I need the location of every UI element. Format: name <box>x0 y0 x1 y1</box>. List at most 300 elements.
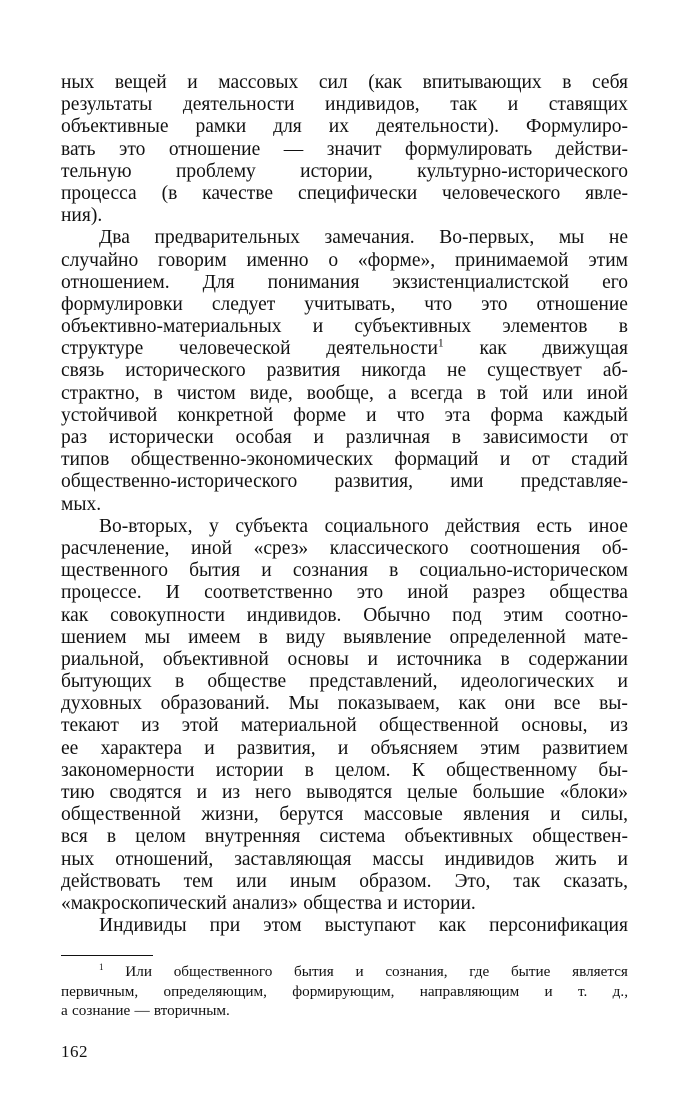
word: вещей <box>114 72 167 93</box>
word: заставляющая <box>234 848 352 870</box>
word: формулировать <box>404 138 533 160</box>
word: Формулиро- <box>525 116 628 138</box>
word: предварительных <box>154 227 300 249</box>
word: Или <box>125 963 152 981</box>
word: где <box>469 963 490 981</box>
word: себя <box>592 72 628 93</box>
word: общественно-экономических <box>130 449 374 471</box>
text-line <box>61 962 628 982</box>
text-line <box>61 671 628 693</box>
paragraph <box>61 227 628 515</box>
word: результаты <box>61 94 153 116</box>
word: массы <box>372 848 424 870</box>
word: и <box>387 892 398 914</box>
text-line <box>61 693 628 715</box>
word: является <box>572 963 628 981</box>
word: объективных <box>404 826 514 848</box>
word: не <box>608 227 628 249</box>
word: и <box>617 848 628 870</box>
text-line <box>61 449 628 471</box>
word: представляе- <box>520 471 628 493</box>
word: той <box>499 382 529 404</box>
word: и <box>204 737 215 759</box>
word: существует <box>487 360 582 382</box>
word: виде, <box>249 382 293 404</box>
word: и <box>366 404 377 426</box>
word: в <box>153 382 163 404</box>
word: Индивиды <box>99 915 187 937</box>
word: (как <box>368 72 403 93</box>
word: духовных <box>61 693 142 715</box>
word: тем <box>183 870 214 892</box>
word: этим <box>588 249 628 271</box>
word: образом. <box>359 870 432 892</box>
word: представлений, <box>309 671 438 693</box>
word: деятельности$^1$ <box>326 336 444 360</box>
word: в <box>304 759 314 781</box>
word: соотно- <box>564 604 628 626</box>
word: форме <box>293 404 347 426</box>
word: субъекта <box>235 515 309 537</box>
word: выступают <box>324 915 416 937</box>
word: мате- <box>583 626 628 648</box>
word: и <box>617 671 628 693</box>
word: Два <box>99 227 130 249</box>
word: вся <box>61 826 88 848</box>
word: действовать <box>61 870 161 892</box>
footnote-separator <box>61 955 153 956</box>
word: структуре <box>61 338 144 360</box>
word: формулировки <box>61 293 183 315</box>
word: анализ» <box>232 892 298 914</box>
word: из <box>221 782 241 803</box>
word: общества <box>303 892 382 914</box>
word: человеческого <box>442 182 561 204</box>
word: проблему <box>175 160 256 182</box>
word: следует <box>211 293 276 315</box>
word: различная <box>345 427 430 448</box>
word: это <box>356 582 384 604</box>
word: совокупности <box>110 604 225 626</box>
text-line <box>61 427 628 449</box>
word: иной <box>190 537 233 559</box>
text-line <box>61 560 628 582</box>
word: берутся <box>279 804 344 826</box>
word: из <box>609 715 628 737</box>
word: система <box>319 826 386 848</box>
word: ставящих <box>548 94 628 116</box>
word: образований. <box>160 693 270 715</box>
word: т. <box>578 982 588 1000</box>
word: Это, <box>454 870 491 892</box>
word: вообще, <box>306 382 374 404</box>
word: особая <box>235 427 292 448</box>
paragraph <box>61 72 628 227</box>
word: устойчивой <box>61 404 158 426</box>
text-line <box>61 849 628 871</box>
word: явле- <box>585 182 628 204</box>
text-line <box>61 893 628 915</box>
word: общества <box>549 582 628 604</box>
word: развитием <box>542 737 628 759</box>
word: специфически <box>297 182 418 204</box>
word: действи- <box>555 138 628 160</box>
text-line <box>61 605 628 627</box>
word: исторического <box>125 360 246 382</box>
word: массовые <box>363 804 443 826</box>
text-line <box>61 383 628 405</box>
word: сознания, <box>385 963 448 981</box>
word: качестве <box>202 182 274 204</box>
text-line <box>61 627 628 649</box>
text-line <box>61 516 628 538</box>
word: вать <box>61 138 96 160</box>
word: «макроскопический <box>61 892 227 914</box>
text-line <box>61 139 628 161</box>
text-line <box>61 915 628 937</box>
word: И <box>165 582 180 604</box>
word: принимаемой <box>454 249 569 271</box>
word: этим <box>503 604 544 626</box>
word: вы- <box>599 693 628 715</box>
word: этой <box>181 715 219 737</box>
word: мы <box>558 227 585 249</box>
word: объективные <box>61 116 169 138</box>
word: сознание <box>72 1002 131 1020</box>
word: д., <box>612 982 628 1000</box>
word: иной <box>586 382 628 404</box>
text-line <box>61 94 628 116</box>
paragraph <box>61 915 628 937</box>
word: формирующим, <box>292 982 395 1000</box>
word: истории, <box>300 160 373 182</box>
word: Для <box>202 271 235 293</box>
word: и <box>367 648 378 670</box>
word: персонификация <box>489 915 628 937</box>
text-line <box>61 161 628 183</box>
text-line <box>61 227 628 249</box>
word: выводятся <box>306 782 393 803</box>
text-line <box>61 316 628 338</box>
word: об- <box>601 537 628 559</box>
word: чистом <box>176 382 236 404</box>
word: так <box>513 870 541 892</box>
word: мых. <box>61 493 102 515</box>
word: большие <box>472 782 545 803</box>
word: определяющим, <box>163 982 267 1000</box>
text-line <box>61 205 628 227</box>
word: Во-вторых, <box>99 515 193 537</box>
word: есть <box>536 515 572 537</box>
word: экзистенциалистской <box>392 271 570 293</box>
word: впитывающих <box>422 72 542 93</box>
word: общественной <box>61 804 181 826</box>
word: этим <box>480 737 520 759</box>
word: общественно-исторического <box>61 471 298 493</box>
word: источника <box>396 648 482 670</box>
word: ных <box>61 848 95 870</box>
word: аб- <box>602 360 628 382</box>
text-line <box>61 982 628 1002</box>
word: направляющим <box>419 982 520 1000</box>
text-line <box>61 804 628 826</box>
word: разрез <box>472 582 526 604</box>
word: индивидов, <box>325 94 420 116</box>
word: человеческой <box>179 338 291 360</box>
word: 1 <box>99 962 104 973</box>
word: и <box>313 427 324 448</box>
word: имеем <box>188 626 241 648</box>
word: основы <box>287 648 349 670</box>
footnote <box>61 962 628 1021</box>
word: в <box>389 560 399 582</box>
word: они <box>504 693 536 715</box>
word: обществе <box>207 671 287 693</box>
word: процесса <box>61 182 137 204</box>
word: о <box>328 249 339 271</box>
word: этом <box>263 915 302 937</box>
word: сводятся <box>109 782 182 803</box>
word: развития, <box>237 737 316 759</box>
word: общественного <box>173 963 273 981</box>
word: и <box>261 560 272 582</box>
word: развития, <box>334 471 414 493</box>
word: общественной <box>379 715 499 737</box>
word: отношений, <box>115 848 214 870</box>
word: основы, <box>521 715 588 737</box>
word: страктно, <box>61 382 140 404</box>
word: в <box>500 648 510 670</box>
text-line <box>61 871 628 893</box>
word: всегда <box>410 382 463 404</box>
word: из <box>141 715 160 737</box>
word: «блоки» <box>559 782 628 803</box>
word: что <box>424 293 453 315</box>
word: элементов <box>502 316 588 338</box>
word: «срез» <box>253 537 309 559</box>
word: и <box>187 72 198 93</box>
word: в <box>618 316 628 338</box>
word: или <box>236 870 267 892</box>
paragraph <box>61 516 628 915</box>
word: текают <box>61 715 119 737</box>
word: у <box>209 515 219 537</box>
word: культурно-исторического <box>417 160 628 182</box>
page-number: 162 <box>61 1041 88 1061</box>
word: в <box>562 72 572 93</box>
word: индивидов <box>444 848 535 870</box>
word: отношение <box>168 138 261 160</box>
word: деятельности <box>182 94 295 116</box>
word: или <box>542 382 573 404</box>
word: случайно <box>61 249 139 271</box>
word: это <box>118 138 146 160</box>
word: объясняем <box>370 737 458 759</box>
text-line <box>61 494 628 516</box>
text-line <box>61 338 628 360</box>
text-line <box>61 760 628 782</box>
word: тию <box>61 782 95 803</box>
word: — <box>134 1002 150 1020</box>
word: него <box>255 782 292 803</box>
text-line <box>61 294 628 316</box>
text-line <box>61 582 628 604</box>
word: и <box>499 449 511 471</box>
text-line <box>61 782 628 804</box>
word: отношение <box>536 293 628 315</box>
word: обществен- <box>532 826 628 848</box>
word: и <box>196 782 208 803</box>
word: конкретной <box>177 404 274 426</box>
word: (в <box>161 182 178 204</box>
word: не <box>447 360 467 382</box>
word: сил <box>318 72 348 93</box>
word: как <box>438 915 466 937</box>
word: от <box>531 449 550 471</box>
word: субъективных <box>354 316 472 338</box>
word: и <box>312 316 324 338</box>
word: их <box>328 116 349 138</box>
word: соотношения <box>470 537 581 559</box>
word: бытие <box>510 963 551 981</box>
word: жизни, <box>201 804 259 826</box>
word: ими <box>450 471 484 493</box>
word: в <box>476 382 486 404</box>
text-line <box>61 826 628 848</box>
word: говорим <box>158 249 227 271</box>
word: иной <box>407 582 449 604</box>
word: бытия <box>294 963 334 981</box>
word: ных <box>61 72 95 93</box>
book-page <box>61 72 628 1062</box>
word: внутренняя <box>205 826 301 848</box>
word: в <box>258 626 268 648</box>
word: замечания. <box>324 227 415 249</box>
text-line <box>61 116 628 138</box>
word: К <box>411 759 425 781</box>
text-line <box>61 538 628 560</box>
word: стадий <box>571 449 628 471</box>
word: Во-первых, <box>439 227 535 249</box>
word: риальной, <box>61 648 145 670</box>
word: раз <box>61 427 88 448</box>
word: зависимости <box>482 427 589 448</box>
word: общественному <box>446 759 578 781</box>
word: под <box>452 604 482 626</box>
word: исторически <box>108 427 214 448</box>
word: показываем, <box>337 693 440 715</box>
text-line <box>61 183 628 205</box>
word: социально-историческом <box>419 560 628 582</box>
word: форма <box>490 404 544 426</box>
word: процессе. <box>61 582 142 604</box>
word: вторичным. <box>153 1002 230 1020</box>
word: явления <box>463 804 530 826</box>
word: все <box>553 693 581 715</box>
word: характера <box>100 737 182 759</box>
word: содержании <box>528 648 628 670</box>
word: иное <box>588 515 628 537</box>
word: а <box>61 1002 68 1020</box>
word: объективной <box>162 648 269 670</box>
word: и <box>355 963 364 981</box>
main-text <box>61 72 628 937</box>
word: эта <box>444 404 471 426</box>
word: и <box>544 982 553 1000</box>
word: формаций <box>394 449 479 471</box>
word: соответственно <box>204 582 333 604</box>
word: щественного <box>61 560 168 582</box>
word: Обычно <box>363 604 431 626</box>
word: истории <box>215 759 284 781</box>
word: расчленение, <box>61 537 170 559</box>
word: и <box>507 94 519 116</box>
word: мы <box>144 626 171 648</box>
word: выявление <box>343 626 432 648</box>
word: целом <box>135 826 186 848</box>
word: рамки <box>195 116 247 138</box>
word: в <box>451 427 461 448</box>
word: виду <box>285 626 326 648</box>
text-line <box>61 471 628 493</box>
word: типов <box>61 449 110 471</box>
word: его <box>602 271 628 293</box>
word: «форме», <box>357 249 436 271</box>
word: бытующих <box>61 671 152 693</box>
word: классического <box>329 537 449 559</box>
word: целом. <box>335 759 391 781</box>
word: именно <box>246 249 309 271</box>
word: сознания <box>292 560 368 582</box>
word: Мы <box>288 693 319 715</box>
word: никогда <box>361 360 427 382</box>
word: для <box>273 116 302 138</box>
word: жить <box>555 848 597 870</box>
word: сказать, <box>563 870 628 892</box>
word: бытия <box>189 560 241 582</box>
word: материальной <box>240 715 357 737</box>
word: как <box>479 338 507 360</box>
word: в <box>106 826 117 848</box>
word: первичным, <box>61 982 139 1000</box>
word: социального <box>324 515 429 537</box>
word: при <box>209 915 241 937</box>
word: массовых <box>218 72 299 93</box>
word: ния). <box>61 205 103 227</box>
word: силы, <box>581 804 628 826</box>
word: идеологических <box>460 671 595 693</box>
word: как <box>458 693 486 715</box>
word: деятельности). <box>375 116 499 138</box>
word: закономерности <box>61 759 195 781</box>
word: отношением. <box>61 271 170 293</box>
word: как <box>61 604 89 626</box>
word: в <box>175 671 185 693</box>
word: действия <box>445 515 521 537</box>
text-line <box>61 405 628 427</box>
word: индивидов. <box>246 604 342 626</box>
word: и <box>337 737 349 759</box>
word: — <box>283 138 304 160</box>
word: каждый <box>563 404 628 426</box>
word: бы- <box>598 759 628 781</box>
word: развития <box>266 360 341 382</box>
word: объективно-материальных <box>61 316 282 338</box>
word: значит <box>326 138 382 160</box>
text-line <box>61 360 628 382</box>
text-line <box>61 738 628 760</box>
text-line <box>61 649 628 671</box>
